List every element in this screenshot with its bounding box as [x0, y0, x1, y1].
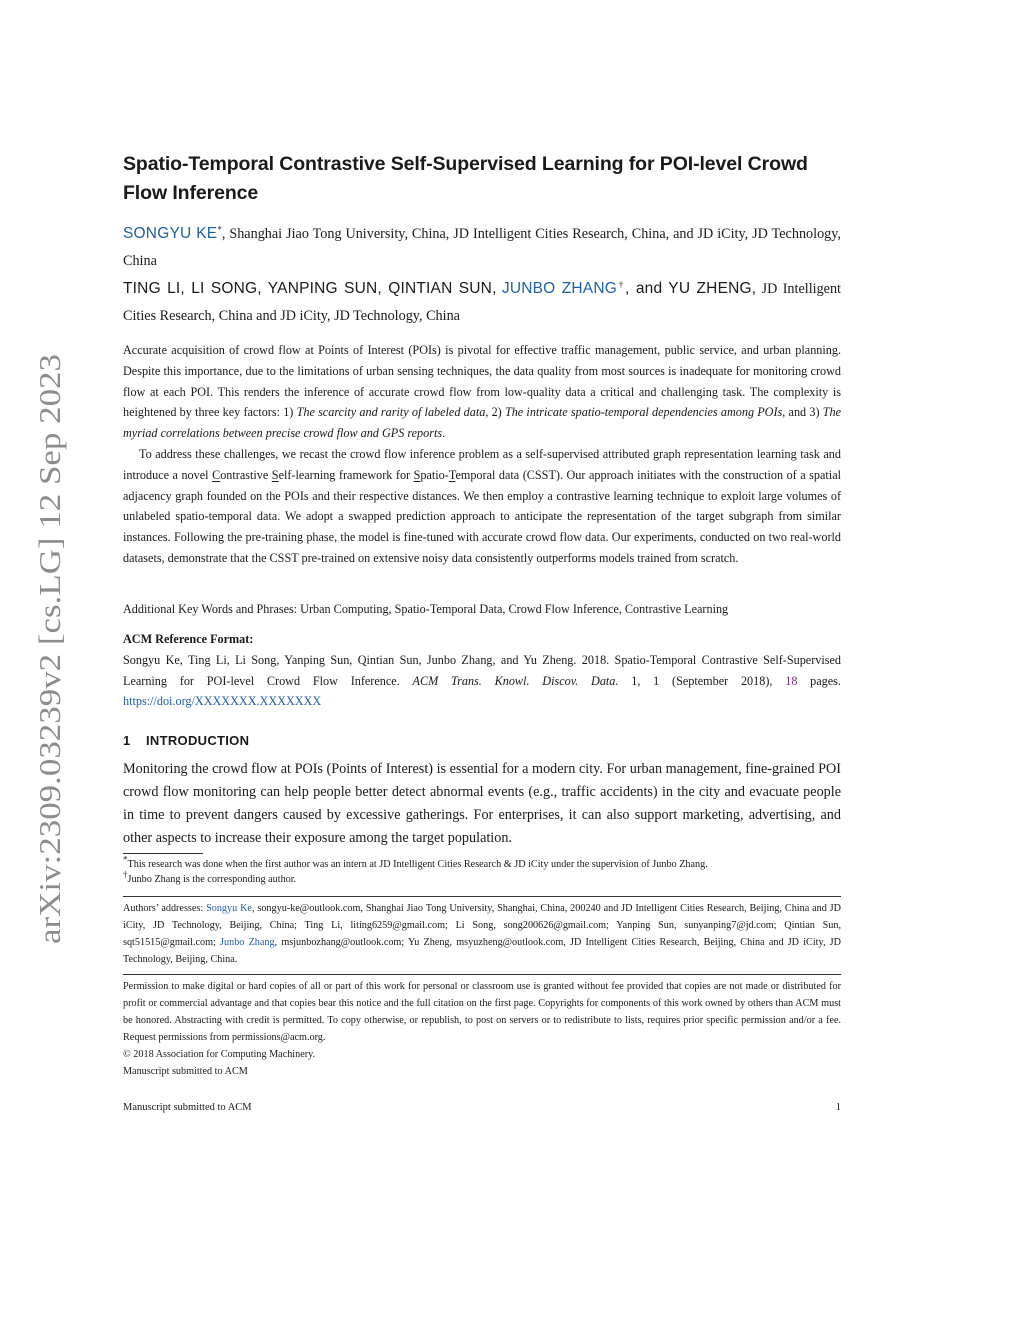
acm-reference-citation: [123, 650, 841, 712]
section-number: 1: [123, 733, 131, 748]
footnote-mark: †: [123, 869, 128, 880]
author-link-songyu-ke[interactable]: SONGYU KE: [123, 225, 218, 242]
section-heading-introduction: [123, 731, 841, 751]
coauthors-affiliation: JD Intelligent Cities Research, China and JD iCity, JD Technology, China: [123, 281, 842, 324]
abstract-text: .: [442, 426, 446, 441]
acronym-letter: S: [271, 467, 279, 482]
page-count-link[interactable]: 18: [785, 673, 798, 688]
abstract-factor-3: The myriad correlations between precise crowd flow and GPS reports: [123, 405, 842, 441]
last-author-name: , and YU ZHENG,: [625, 280, 757, 297]
permission-divider: [123, 974, 841, 975]
abstract-text: emporal data (CSST). Our approach initiates with the construction of a spatial adjacency graph founded on the POIs and their respective distances. We then employ a contrastive learning technique to exploit large volumes of unlabeled spatio-temporal data. We adopt a swapped prediction approach to anticipate the representation of the target subgraph from similar instances. Following the pre-training phase, the model is fine-tuned with accurate crowd flow data. Our experiments, conducted on two real-world datasets, demonstrate that the CSST pre-trained on extensive noisy data consistently outperforms models trained from scratch.: [123, 467, 841, 565]
acm-reference-format: [123, 629, 841, 712]
author-link-junbo-zhang[interactable]: JUNBO ZHANG: [501, 280, 617, 297]
abstract-text: , 2): [485, 405, 505, 420]
copyright-line: © 2018 Association for Computing Machinery.: [123, 1049, 316, 1060]
footnote-2: [123, 869, 841, 887]
manuscript-note: Manuscript submitted to ACM: [123, 1066, 248, 1077]
acronym-letter: S: [413, 467, 421, 482]
page-number: 1: [835, 1102, 841, 1113]
footnote-1: [123, 854, 841, 872]
address-link-songyu-ke[interactable]: Songyu Ke: [206, 903, 252, 914]
citation-text: pages.: [797, 673, 841, 688]
abstract-factor-1: The scarcity and rarity of labeled data: [296, 405, 486, 420]
section-title: INTRODUCTION: [146, 733, 250, 748]
citation-text: Songyu Ke, Ting Li, Li Song, Yanping Sun, Qintian Sun, Junbo Zhang, and Yu Zheng. 2018. Spatio-Temporal Contrastive Self-Supervised Learning for POI-level Crowd Flow Inference.: [123, 652, 841, 688]
abstract-text: ontrastive: [220, 467, 272, 482]
first-author-footnote-mark: *: [217, 224, 222, 235]
footer-manuscript: Manuscript submitted to ACM: [123, 1102, 252, 1113]
permission-text: Permission to make digital or hard copies of all or part of this work for personal or classroom use is granted without fee provided that copies are not made or distributed for profit or commercial advantage and that copies bear this notice and the full citation on the first page. Copyrights for components of this work owned by others than ACM must be honored. Abstracting with credit is permitted. To copy otherwise, or republish, to post on servers or to redistribute to lists, requires prior specific permission and/or a fee. Request permissions from permissions@acm.org.: [123, 981, 841, 1043]
footnote-text: Junbo Zhang is the corresponding author.: [127, 874, 297, 885]
abstract: [123, 340, 841, 569]
keywords: Additional Key Words and Phrases: Urban Computing, Spatio-Temporal Data, Crowd Flow Inference, Contrastive Learning: [123, 602, 729, 616]
abstract-paragraph-1: [123, 340, 841, 444]
paper-title: Spatio-Temporal Contrastive Self-Supervised Learning for POI-level Crowd Flow Inference: [123, 153, 808, 204]
address-link-junbo-zhang[interactable]: Junbo Zhang: [220, 937, 275, 948]
arxiv-identifier-text: arXiv:2309.03239v2 [cs.LG] 12 Sep 2023: [33, 428, 67, 944]
footnote-text: This research was done when the first author was an intern at JD Intelligent Cities Research & JD iCity under the supervision of Junbo Zhang.: [127, 859, 708, 870]
acronym-letter: T: [448, 467, 456, 482]
coauthors-line: [123, 275, 841, 330]
doi-link[interactable]: https://doi.org/XXXXXXX.XXXXXXX: [123, 694, 322, 709]
abstract-text: To address these challenges, we recast the crowd flow inference problem as a self-supervised attributed graph representation learning task and introduce a novel: [123, 446, 841, 482]
abstract-paragraph-2: [123, 444, 841, 569]
author-addresses: [123, 900, 841, 968]
acronym-letter: C: [212, 467, 221, 482]
acm-reference-heading: ACM Reference Format:: [123, 632, 254, 646]
footnotes: [123, 854, 841, 887]
addresses-label: Authors’ addresses:: [123, 903, 207, 914]
footnote-mark: *: [123, 854, 128, 865]
abstract-text: patio-: [420, 467, 449, 482]
addresses-divider: [123, 896, 841, 897]
page-footer: [123, 1100, 841, 1116]
abstract-text: elf-learning framework for: [278, 467, 414, 482]
abstract-factor-2: The intricate spatio-temporal dependencies among POIs: [504, 405, 783, 420]
footnote-divider: [123, 853, 203, 854]
arxiv-side-stamp: [0, 348, 96, 948]
introduction-paragraph: Monitoring the crowd flow at POIs (Points of Interest) is essential for a modern city. For urban management, fine-grained POI crowd flow monitoring can help people better detect abnormal events (e.g., traffic accidents) in the city and evacuate people in time to prevent dangers caused by excessive gatherings. For enterprises, it can also support marketing, advertising, and other aspects to increase their exposure among the target population.: [123, 761, 841, 846]
citation-text: 1, 1 (September 2018),: [618, 673, 786, 688]
coauthor-names: TING LI, LI SONG, YANPING SUN, QINTIAN SUN,: [123, 280, 497, 297]
permission-notice: [123, 978, 841, 1080]
abstract-text: Accurate acquisition of crowd flow at Points of Interest (POIs) is pivotal for effective traffic management, public service, and urban planning. Despite this importance, due to the limitations of urban sensing techniques, the data quality from most sources is inadequate for monitoring crowd flow at each POI. This renders the inference of accurate crowd flow from low-quality data a critical and challenging task. The complexity is heightened by three key factors: 1): [123, 343, 841, 420]
first-author-affiliation: , Shanghai Jiao Tong University, China, JD Intelligent Cities Research, China, and JD iCity, JD Technology, China: [123, 226, 841, 269]
author-block: [123, 220, 841, 330]
addresses-text: , msjunbozhang@outlook.com; Yu Zheng, msyuzheng@outlook.com, JD Intelligent Cities Research, Beijing, China and JD iCity, JD Technology, Beijing, China.: [123, 937, 841, 965]
first-author-line: [123, 220, 841, 275]
addresses-text: , songyu-ke@outlook.com, Shanghai Jiao Tong University, Shanghai, China, 200240 and JD Intelligent Cities Research, Beijing, China and JD iCity, JD Technology, Beijing, China; Ting Li, liting6259@gmail.com; Li Song, song200626@gmail.com; Yanping Sun, sunyanping7@jd.com; Qintian Sun, sqt51515@gmail.com;: [123, 903, 841, 948]
citation-journal: ACM Trans. Knowl. Discov. Data.: [412, 673, 619, 688]
abstract-text: , and 3): [782, 405, 823, 420]
corresponding-author-mark: †: [616, 279, 626, 290]
